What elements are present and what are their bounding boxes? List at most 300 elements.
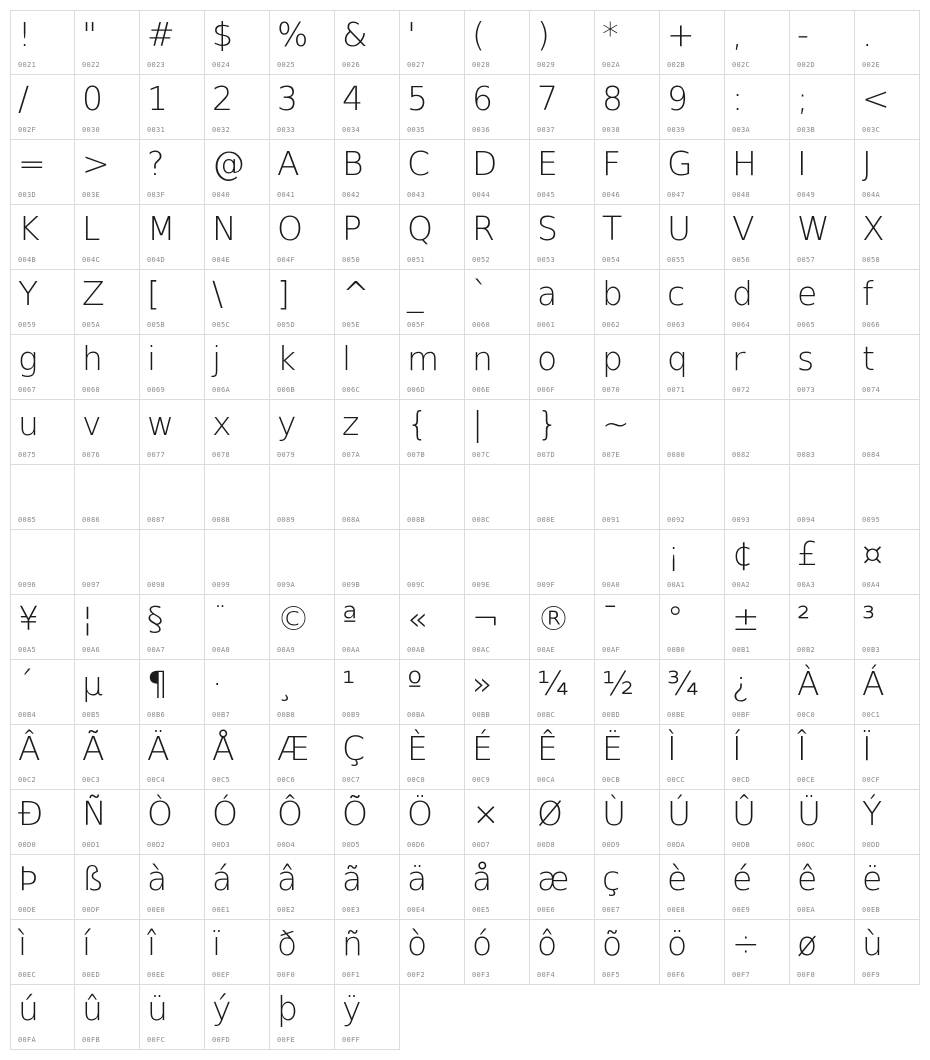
glyph-character: î [147, 924, 157, 963]
glyph-cell [465, 465, 530, 530]
glyph-character: * [602, 15, 619, 54]
glyph-cell [595, 270, 660, 335]
glyph-character: D [472, 144, 498, 183]
glyph-codepoint-label: 005D [277, 321, 296, 329]
glyph-cell [140, 855, 205, 920]
glyph-cell [465, 75, 530, 140]
glyph-codepoint-label: 0077 [147, 451, 166, 459]
glyph-cell [595, 855, 660, 920]
glyph-codepoint-label: 00C3 [82, 776, 101, 784]
glyph-codepoint-label: 0044 [472, 191, 491, 199]
glyph-character: Å [212, 729, 235, 768]
glyph-character: = [18, 144, 46, 183]
glyph-codepoint-label: 0043 [407, 191, 426, 199]
glyph-cell [335, 530, 400, 595]
glyph-cell [400, 855, 465, 920]
glyph-codepoint-label: 006D [407, 386, 426, 394]
glyph-cell [10, 530, 75, 595]
glyph-character: % [277, 15, 309, 54]
glyph-cell [270, 270, 335, 335]
glyph-character: A [277, 144, 300, 183]
glyph-character: u [18, 404, 39, 443]
glyph-codepoint-label: 00A1 [667, 581, 686, 589]
glyph-codepoint-label: 0021 [18, 61, 37, 69]
glyph-codepoint-label: 0025 [277, 61, 296, 69]
glyph-cell [400, 400, 465, 465]
glyph-codepoint-label: 00C4 [147, 776, 166, 784]
glyph-cell [400, 660, 465, 725]
glyph-cell [75, 335, 140, 400]
glyph-codepoint-label: 0063 [667, 321, 686, 329]
glyph-codepoint-label: 00C9 [472, 776, 491, 784]
glyph-codepoint-label: 003E [82, 191, 101, 199]
glyph-codepoint-label: 00CC [667, 776, 686, 784]
glyph-character: ~ [602, 404, 630, 443]
glyph-cell [400, 790, 465, 855]
glyph-character: § [147, 599, 164, 638]
glyph-cell [530, 790, 595, 855]
glyph-cell [205, 985, 270, 1050]
glyph-character: 3 [277, 79, 298, 118]
glyph-codepoint-label: 00FB [82, 1036, 101, 1044]
glyph-codepoint-label: 0046 [602, 191, 621, 199]
glyph-codepoint-label: 00D7 [472, 841, 491, 849]
glyph-codepoint-label: 00D1 [82, 841, 101, 849]
glyph-cell [790, 790, 855, 855]
glyph-cell [855, 10, 920, 75]
glyph-character: c [667, 274, 686, 313]
glyph-character: W [797, 209, 830, 248]
glyph-codepoint-label: 005A [82, 321, 101, 329]
glyph-cell [400, 595, 465, 660]
glyph-character: S [537, 209, 558, 248]
glyph-codepoint-label: 0066 [862, 321, 881, 329]
glyph-cell [465, 530, 530, 595]
glyph-codepoint-label: 0083 [797, 451, 816, 459]
glyph-character: p [602, 339, 623, 378]
glyph-character: h [82, 339, 103, 378]
glyph-character: : [732, 79, 744, 118]
glyph-codepoint-label: 007B [407, 451, 426, 459]
glyph-cell [790, 205, 855, 270]
glyph-cell [725, 725, 790, 790]
glyph-character: Ô [277, 794, 303, 833]
glyph-character: ¥ [18, 599, 39, 638]
glyph-character: Ù [602, 794, 627, 833]
glyph-cell [595, 920, 660, 985]
glyph-character: ñ [342, 924, 363, 963]
glyph-codepoint-label: 00B3 [862, 646, 881, 654]
glyph-cell [530, 400, 595, 465]
glyph-cell [790, 270, 855, 335]
glyph-codepoint-label: 00BD [602, 711, 621, 719]
glyph-cell [465, 335, 530, 400]
glyph-codepoint-label: 0070 [602, 386, 621, 394]
glyph-cell [400, 725, 465, 790]
glyph-character: l [342, 339, 352, 378]
glyph-codepoint-label: 00F8 [797, 971, 816, 979]
glyph-codepoint-label: 0039 [667, 126, 686, 134]
glyph-character: É [472, 729, 493, 768]
glyph-cell [725, 10, 790, 75]
glyph-character: f [862, 274, 874, 313]
glyph-codepoint-label: 0048 [732, 191, 751, 199]
glyph-character: ê [797, 859, 818, 898]
glyph-cell [790, 725, 855, 790]
glyph-cell [75, 75, 140, 140]
glyph-cell [595, 205, 660, 270]
glyph-cell [725, 270, 790, 335]
glyph-codepoint-label: 00F4 [537, 971, 556, 979]
glyph-cell [725, 465, 790, 530]
glyph-codepoint-label: 0032 [212, 126, 231, 134]
glyph-codepoint-label: 00F9 [862, 971, 881, 979]
glyph-character: ¡ [667, 534, 681, 573]
glyph-cell [140, 595, 205, 660]
glyph-cell [270, 205, 335, 270]
glyph-cell [335, 10, 400, 75]
glyph-character: ® [537, 599, 570, 638]
glyph-codepoint-label: 00B8 [277, 711, 296, 719]
glyph-codepoint-label: 0068 [82, 386, 101, 394]
glyph-character: Q [407, 209, 433, 248]
glyph-cell [270, 400, 335, 465]
glyph-codepoint-label: 0072 [732, 386, 751, 394]
glyph-codepoint-label: 00CA [537, 776, 556, 784]
glyph-cell [530, 660, 595, 725]
glyph-codepoint-label: 00B0 [667, 646, 686, 654]
glyph-character: ¼ [537, 664, 569, 703]
glyph-character: R [472, 209, 495, 248]
glyph-character: - [797, 15, 809, 54]
glyph-cell [205, 335, 270, 400]
glyph-codepoint-label: 00EF [212, 971, 231, 979]
glyph-codepoint-label: 0027 [407, 61, 426, 69]
glyph-character: Ð [18, 794, 44, 833]
glyph-codepoint-label: 0056 [732, 256, 751, 264]
glyph-character: Ø [537, 794, 563, 833]
glyph-cell [595, 595, 660, 660]
glyph-cell [595, 400, 660, 465]
glyph-cell [660, 140, 725, 205]
glyph-codepoint-label: 00DD [862, 841, 881, 849]
glyph-character: X [862, 209, 885, 248]
glyph-character: è [667, 859, 688, 898]
glyph-codepoint-label: 009C [407, 581, 426, 589]
glyph-codepoint-label: 00E6 [537, 906, 556, 914]
glyph-codepoint-label: 0088 [212, 516, 231, 524]
glyph-character: Ñ [82, 794, 107, 833]
glyph-cell [725, 595, 790, 660]
glyph-codepoint-label: 0061 [537, 321, 556, 329]
glyph-character: & [342, 15, 368, 54]
glyph-character: ç [602, 859, 621, 898]
glyph-cell [465, 595, 530, 660]
glyph-codepoint-label: 00DA [667, 841, 686, 849]
glyph-codepoint-label: 00D8 [537, 841, 556, 849]
glyph-codepoint-label: 00B4 [18, 711, 37, 719]
glyph-codepoint-label: 005B [147, 321, 166, 329]
glyph-cell [75, 205, 140, 270]
glyph-codepoint-label: 0037 [537, 126, 556, 134]
glyph-character: ï [212, 924, 222, 963]
glyph-cell [855, 205, 920, 270]
glyph-cell [270, 595, 335, 660]
glyph-codepoint-label: 00D2 [147, 841, 166, 849]
glyph-codepoint-label: 0064 [732, 321, 751, 329]
glyph-character: ÷ [732, 924, 760, 963]
glyph-codepoint-label: 0033 [277, 126, 296, 134]
glyph-codepoint-label: 0030 [82, 126, 101, 134]
glyph-cell [400, 75, 465, 140]
glyph-codepoint-label: 0065 [797, 321, 816, 329]
glyph-cell [530, 75, 595, 140]
glyph-cell [790, 140, 855, 205]
glyph-character: þ [277, 989, 298, 1028]
glyph-cell [335, 985, 400, 1050]
glyph-cell [400, 140, 465, 205]
glyph-character: ´ [18, 664, 34, 703]
glyph-character: Â [18, 729, 41, 768]
glyph-character: ì [18, 924, 28, 963]
glyph-codepoint-label: 00AA [342, 646, 361, 654]
glyph-character: ð [277, 924, 298, 963]
glyph-character: Ï [862, 729, 872, 768]
glyph-character: í [82, 924, 92, 963]
glyph-character: \ [212, 274, 224, 313]
glyph-codepoint-label: 009B [342, 581, 361, 589]
glyph-cell [205, 10, 270, 75]
glyph-cell [595, 790, 660, 855]
glyph-character: Ì [667, 729, 677, 768]
glyph-character: È [407, 729, 428, 768]
glyph-character: x [212, 404, 232, 443]
glyph-codepoint-label: 00F7 [732, 971, 751, 979]
glyph-cell [205, 595, 270, 660]
glyph-codepoint-label: 00D0 [18, 841, 37, 849]
glyph-codepoint-label: 0094 [797, 516, 816, 524]
glyph-cell [465, 660, 530, 725]
glyph-cell [205, 140, 270, 205]
glyph-codepoint-label: 00E4 [407, 906, 426, 914]
glyph-codepoint-label: 00BC [537, 711, 556, 719]
glyph-cell [140, 205, 205, 270]
glyph-cell [595, 725, 660, 790]
glyph-codepoint-label: 0029 [537, 61, 556, 69]
glyph-codepoint-label: 0071 [667, 386, 686, 394]
glyph-cell [140, 725, 205, 790]
glyph-character: t [862, 339, 875, 378]
glyph-cell [855, 335, 920, 400]
glyph-codepoint-label: 003F [147, 191, 166, 199]
glyph-cell [335, 725, 400, 790]
glyph-character: [ [147, 274, 160, 313]
glyph-cell [140, 335, 205, 400]
glyph-codepoint-label: 004B [18, 256, 37, 264]
glyph-character: F [602, 144, 621, 183]
glyph-codepoint-label: 00EB [862, 906, 881, 914]
glyph-codepoint-label: 009A [277, 581, 296, 589]
glyph-character: ¾ [667, 664, 699, 703]
glyph-codepoint-label: 0054 [602, 256, 621, 264]
glyph-codepoint-label: 005C [212, 321, 231, 329]
glyph-cell [335, 75, 400, 140]
glyph-character: £ [797, 534, 818, 573]
glyph-cell [855, 140, 920, 205]
glyph-codepoint-label: 00C0 [797, 711, 816, 719]
glyph-codepoint-label: 0097 [82, 581, 101, 589]
glyph-codepoint-label: 0026 [342, 61, 361, 69]
glyph-cell [465, 920, 530, 985]
glyph-codepoint-label: 004D [147, 256, 166, 264]
glyph-cell [205, 400, 270, 465]
glyph-cell [140, 530, 205, 595]
glyph-codepoint-label: 00E9 [732, 906, 751, 914]
glyph-character: à [147, 859, 168, 898]
glyph-cell [595, 10, 660, 75]
glyph-cell [10, 985, 75, 1050]
glyph-codepoint-label: 00C8 [407, 776, 426, 784]
glyph-cell [75, 400, 140, 465]
glyph-cell [400, 10, 465, 75]
glyph-codepoint-label: 002F [18, 126, 37, 134]
glyph-character: i [147, 339, 157, 378]
glyph-cell [465, 140, 530, 205]
glyph-codepoint-label: 00B9 [342, 711, 361, 719]
glyph-codepoint-label: 00A0 [602, 581, 621, 589]
glyph-cell [855, 920, 920, 985]
glyph-character: 6 [472, 79, 493, 118]
glyph-character: , [732, 15, 743, 54]
glyph-cell [530, 920, 595, 985]
glyph-codepoint-label: 00AE [537, 646, 556, 654]
glyph-character: Õ [342, 794, 368, 833]
glyph-character: ý [212, 989, 232, 1028]
glyph-cell [465, 790, 530, 855]
glyph-codepoint-label: 00DC [797, 841, 816, 849]
glyph-codepoint-label: 00E8 [667, 906, 686, 914]
glyph-codepoint-label: 0096 [18, 581, 37, 589]
glyph-cell [400, 920, 465, 985]
glyph-cell [530, 725, 595, 790]
glyph-codepoint-label: 0040 [212, 191, 231, 199]
glyph-codepoint-label: 0028 [472, 61, 491, 69]
glyph-cell [270, 10, 335, 75]
glyph-cell [335, 790, 400, 855]
glyph-cell [790, 465, 855, 530]
glyph-character: ¯ [602, 599, 619, 638]
glyph-codepoint-label: 0074 [862, 386, 881, 394]
glyph-character: ä [407, 859, 428, 898]
glyph-character: ô [537, 924, 558, 963]
glyph-codepoint-label: 00F1 [342, 971, 361, 979]
glyph-cell [855, 790, 920, 855]
glyph-codepoint-label: 00E7 [602, 906, 621, 914]
glyph-character: ± [732, 599, 760, 638]
glyph-character: ¤ [862, 534, 883, 573]
glyph-cell [660, 595, 725, 660]
glyph-cell [335, 465, 400, 530]
glyph-codepoint-label: 006F [537, 386, 556, 394]
glyph-codepoint-label: 0047 [667, 191, 686, 199]
glyph-cell [790, 660, 855, 725]
glyph-codepoint-label: 0095 [862, 516, 881, 524]
glyph-character: ö [667, 924, 688, 963]
glyph-cell [75, 660, 140, 725]
glyph-codepoint-label: 006C [342, 386, 361, 394]
glyph-character: » [472, 664, 493, 703]
glyph-cell [205, 855, 270, 920]
glyph-character: G [667, 144, 693, 183]
glyph-character: û [82, 989, 103, 1028]
glyph-cell [790, 335, 855, 400]
glyph-codepoint-label: 005F [407, 321, 426, 329]
glyph-character: ¿ [732, 664, 750, 703]
glyph-cell [10, 140, 75, 205]
glyph-codepoint-label: 00C1 [862, 711, 881, 719]
glyph-cell [335, 855, 400, 920]
glyph-character: E [537, 144, 558, 183]
glyph-codepoint-label: 008A [342, 516, 361, 524]
glyph-cell [855, 400, 920, 465]
glyph-cell [205, 725, 270, 790]
glyph-cell [205, 270, 270, 335]
glyph-cell [205, 530, 270, 595]
glyph-codepoint-label: 00FF [342, 1036, 361, 1044]
glyph-character: r [732, 339, 746, 378]
glyph-codepoint-label: 007A [342, 451, 361, 459]
glyph-cell [400, 335, 465, 400]
glyph-codepoint-label: 00AC [472, 646, 491, 654]
glyph-codepoint-label: 00F3 [472, 971, 491, 979]
glyph-codepoint-label: 00B5 [82, 711, 101, 719]
glyph-cell [75, 985, 140, 1050]
glyph-codepoint-label: 00A2 [732, 581, 751, 589]
glyph-codepoint-label: 00DE [18, 906, 37, 914]
glyph-codepoint-label: 0035 [407, 126, 426, 134]
glyph-character: Ç [342, 729, 366, 768]
glyph-cell [530, 595, 595, 660]
glyph-codepoint-label: 0049 [797, 191, 816, 199]
glyph-codepoint-label: 004E [212, 256, 231, 264]
glyph-cell [75, 10, 140, 75]
glyph-codepoint-label: 0023 [147, 61, 166, 69]
glyph-character: z [342, 404, 360, 443]
glyph-character: ` [472, 274, 489, 313]
glyph-codepoint-label: 00A7 [147, 646, 166, 654]
glyph-character: ' [407, 15, 417, 54]
glyph-cell [270, 920, 335, 985]
glyph-character: ¸ [277, 664, 294, 703]
glyph-codepoint-label: 003B [797, 126, 816, 134]
glyph-character: J [862, 144, 872, 183]
glyph-cell [10, 335, 75, 400]
glyph-cell [465, 400, 530, 465]
glyph-codepoint-label: 00DB [732, 841, 751, 849]
glyph-character: Z [82, 274, 105, 313]
glyph-cell [75, 920, 140, 985]
glyph-character: ) [537, 15, 550, 54]
glyph-cell [400, 465, 465, 530]
glyph-codepoint-label: 0036 [472, 126, 491, 134]
glyph-cell [270, 725, 335, 790]
glyph-cell [595, 530, 660, 595]
glyph-character: g [18, 339, 38, 378]
glyph-codepoint-label: 00B2 [797, 646, 816, 654]
glyph-cell [10, 920, 75, 985]
glyph-cell [660, 725, 725, 790]
glyph-cell [140, 10, 205, 75]
